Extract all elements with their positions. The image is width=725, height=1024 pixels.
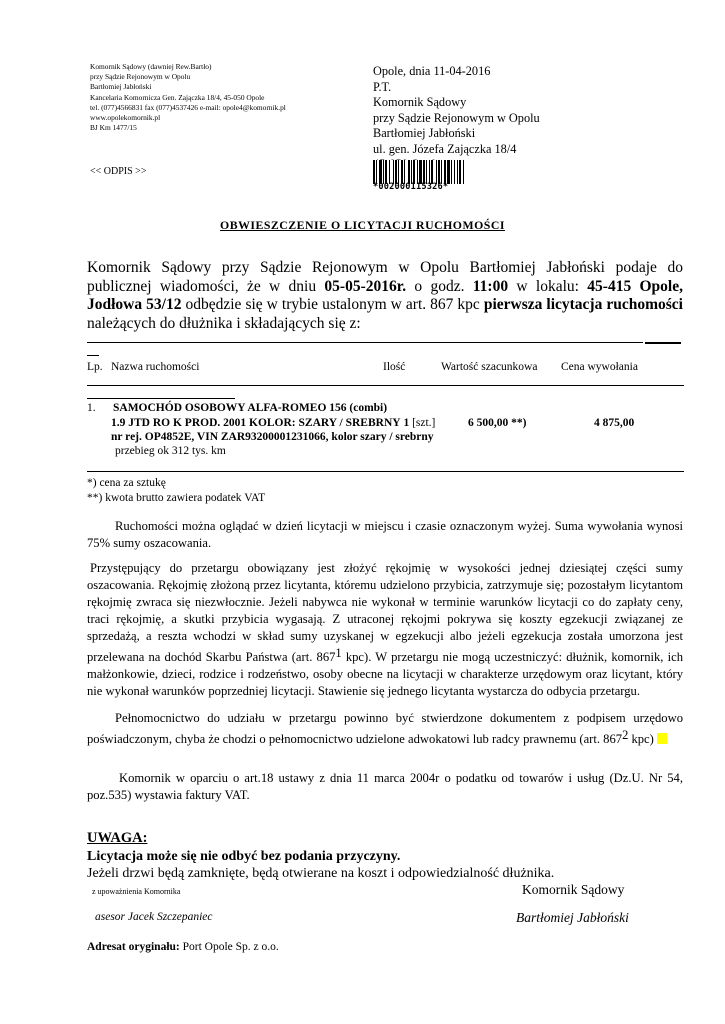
- auction-date: 05-05-2016r.: [324, 277, 407, 295]
- table-rule: [645, 342, 681, 344]
- table-rule: [87, 342, 643, 343]
- table-rule: [87, 385, 684, 386]
- proxy-text: kpc): [628, 732, 654, 746]
- recipient-block: [373, 64, 540, 173]
- warning-line1: Licytacja może się nie odbyć bez podania przyczyny.: [87, 849, 401, 864]
- row-name-line2: 1.9 JTD RO K PROD. 2001 KOLOR: SZARY / SREBRNY: [111, 417, 401, 429]
- vat-paragraph: Komornik w oparciu o art.18 ustawy z dnia 11 marca 2004r o podatku od towarów i usług (Dz.U. Nr 54, poz.535) wystawia faktury VAT.: [87, 771, 683, 802]
- recipient-line: Komornik Sądowy: [373, 95, 467, 109]
- table-rule: [87, 471, 684, 472]
- article-superscript: 2: [622, 728, 629, 742]
- office-line: tel. (077)4566831 fax (077)4537426 e-mail: opole4@komornik.pl: [90, 102, 286, 112]
- intro-paragraph: [87, 259, 683, 333]
- auction-place: 45-415 Opole, Jodłowa 53/12: [87, 277, 683, 313]
- footnote: *) cena za sztukę: [87, 477, 166, 489]
- row-lp: 1.: [87, 402, 96, 414]
- deposit-paragraph: [87, 560, 683, 700]
- table-rule: [87, 398, 235, 399]
- row-price: 4 875,00: [594, 417, 635, 429]
- office-info: [90, 62, 370, 133]
- intro-text: odbędzie się w trybie ustalonym w art. 867 kpc: [181, 296, 484, 313]
- date-line: Opole, dnia 11-04-2016: [373, 64, 491, 78]
- header-lp: Lp.: [87, 361, 103, 373]
- deposit-text: Przystępujący do przetargu obowiązany jest złożyć rękojmię w wysokości jednej dziesiątej części sumy oszacowania. Rękojmię złożoną przez licytanta, któremu udzielono przybicia, zatrzymuje się; pozostałym licytantom rękojmię zwraca się niezwłocznie. Jeżeli nabywca nie wykonał w terminie warunków licytacji co do zapłaty ceny, traci rękojmię, a skutki przybicia wygasają. Z utraconej rękojmi pokrywa się koszty egzekucji związanej ze sprzedażą, a reszta wchodzi w skład sumy uzyskanej w egzekucji albo jeżeli egzekucja została umorzona jest przelewana na dochód Skarbu Państwa (art. 867: [87, 561, 683, 664]
- row-qty: 1: [403, 417, 410, 429]
- office-line: Bartłomiej Jabłoński: [90, 82, 152, 92]
- barcode-number: *002000115326*: [373, 182, 449, 192]
- office-line: przy Sądzie Rejonowym w Opolu: [90, 72, 191, 82]
- header-name: Nazwa ruchomości: [111, 361, 200, 373]
- recipient-line: przy Sądzie Rejonowym w Opolu: [373, 110, 540, 125]
- row-name-line2-wrap: [111, 417, 435, 429]
- row-qty-unit: [szt.]: [412, 417, 436, 429]
- proxy-text: Pełnomocnictwo do udziału w przetargu powinno być stwierdzone dokumentem z podpisem urzędowo poświadczonym, chyba że chodzi o pełnomocnictwo udzielone adwokatowi lub radcy prawnemu (art. 867: [87, 711, 683, 746]
- recipient-line: Bartłomiej Jabłoński: [373, 126, 476, 140]
- footnotes: [87, 476, 265, 505]
- office-line: www.opolekomornik.pl: [90, 113, 161, 123]
- row-name-line4: przebieg ok 312 tys. km: [115, 445, 226, 457]
- auction-time: 11:00: [472, 277, 509, 295]
- authorization-label: z upoważnienia Komornika: [92, 887, 181, 896]
- proxy-paragraph: [87, 710, 683, 748]
- intro-text: należących do dłużnika i składających się z:: [87, 314, 361, 332]
- deposit-text: kpc). W przetargu nie mogą uczestniczyć: dłużnik, komornik, ich małżonkowie, dzieci, rodzice i rodzeństwo, osoby obecne na licytacji w charakterze urzędowym oraz licytant, który nie wykonał warunków poprzedniej licytacji. Stawienie się jednego licytanta wystarcza do odbycia przetargu.: [87, 650, 683, 698]
- row-name-line3: nr rej. OP4852E, VIN ZAR93200001231066, kolor szary / srebrny: [111, 431, 434, 443]
- case-number: BJ Km 1477/15: [90, 123, 137, 133]
- bailiff-title: Komornik Sądowy: [522, 882, 625, 897]
- table-rule: [87, 355, 99, 356]
- highlight-mark: [657, 733, 667, 744]
- addressee-label: Adresat oryginału:: [87, 941, 180, 953]
- row-value: 6 500,00 **): [468, 417, 527, 429]
- original-addressee: [87, 941, 279, 953]
- recipient-line: ul. gen. Józefa Zajączka 18/4: [373, 141, 517, 156]
- auction-type: pierwsza licytacja ruchomości: [483, 296, 683, 313]
- copy-mark: << ODPIS >>: [90, 166, 147, 177]
- header-qty: Ilość: [383, 361, 406, 373]
- footnote: **) kwota brutto zawiera podatek VAT: [87, 491, 266, 504]
- header-value: Wartość szacunkowa: [441, 361, 538, 373]
- row-name-line1: SAMOCHÓD OSOBOWY ALFA-ROMEO 156 (combi): [113, 402, 388, 414]
- warning-line2: Jeżeli drzwi będą zamknięte, będą otwierane na koszt i odpowiedzialność dłużnika.: [87, 866, 555, 881]
- bailiff-name: Bartłomiej Jabłoński: [516, 910, 629, 925]
- document-title: OBWIESZCZENIE O LICYTACJI RUCHOMOŚCI: [220, 218, 505, 232]
- intro-text: w lokalu:: [508, 277, 588, 295]
- office-line: Komornik Sądowy (dawniej Rew.Bartło): [90, 62, 212, 71]
- article-superscript: 1: [335, 646, 342, 660]
- barcode-bars: [373, 160, 501, 184]
- warning-label: UWAGA:: [87, 830, 148, 846]
- recipient-line: P.T.: [373, 79, 392, 94]
- intro-text: Komornik Sądowy przy Sądzie Rejonowym w Opolu Bartłomiej Jabłoński podaje do publicznej wiadomości, że w dniu: [87, 259, 683, 295]
- assessor-name: asesor Jacek Szczepaniec: [95, 911, 213, 923]
- header-price: Cena wywołania: [561, 361, 638, 373]
- intro-text: o godz.: [406, 277, 473, 295]
- viewing-paragraph: Ruchomości można oglądać w dzień licytacji w miejscu i czasie oznaczonym wyżej. Suma wywołania wynosi 75% sumy oszacowania.: [87, 519, 683, 550]
- addressee-value: Port Opole Sp. z o.o.: [179, 941, 279, 953]
- barcode-bar: [463, 160, 464, 184]
- barcode: [373, 160, 501, 190]
- office-line: Kancelaria Komornicza Gen. Zajączka 18/4, 45-050 Opole: [90, 92, 265, 102]
